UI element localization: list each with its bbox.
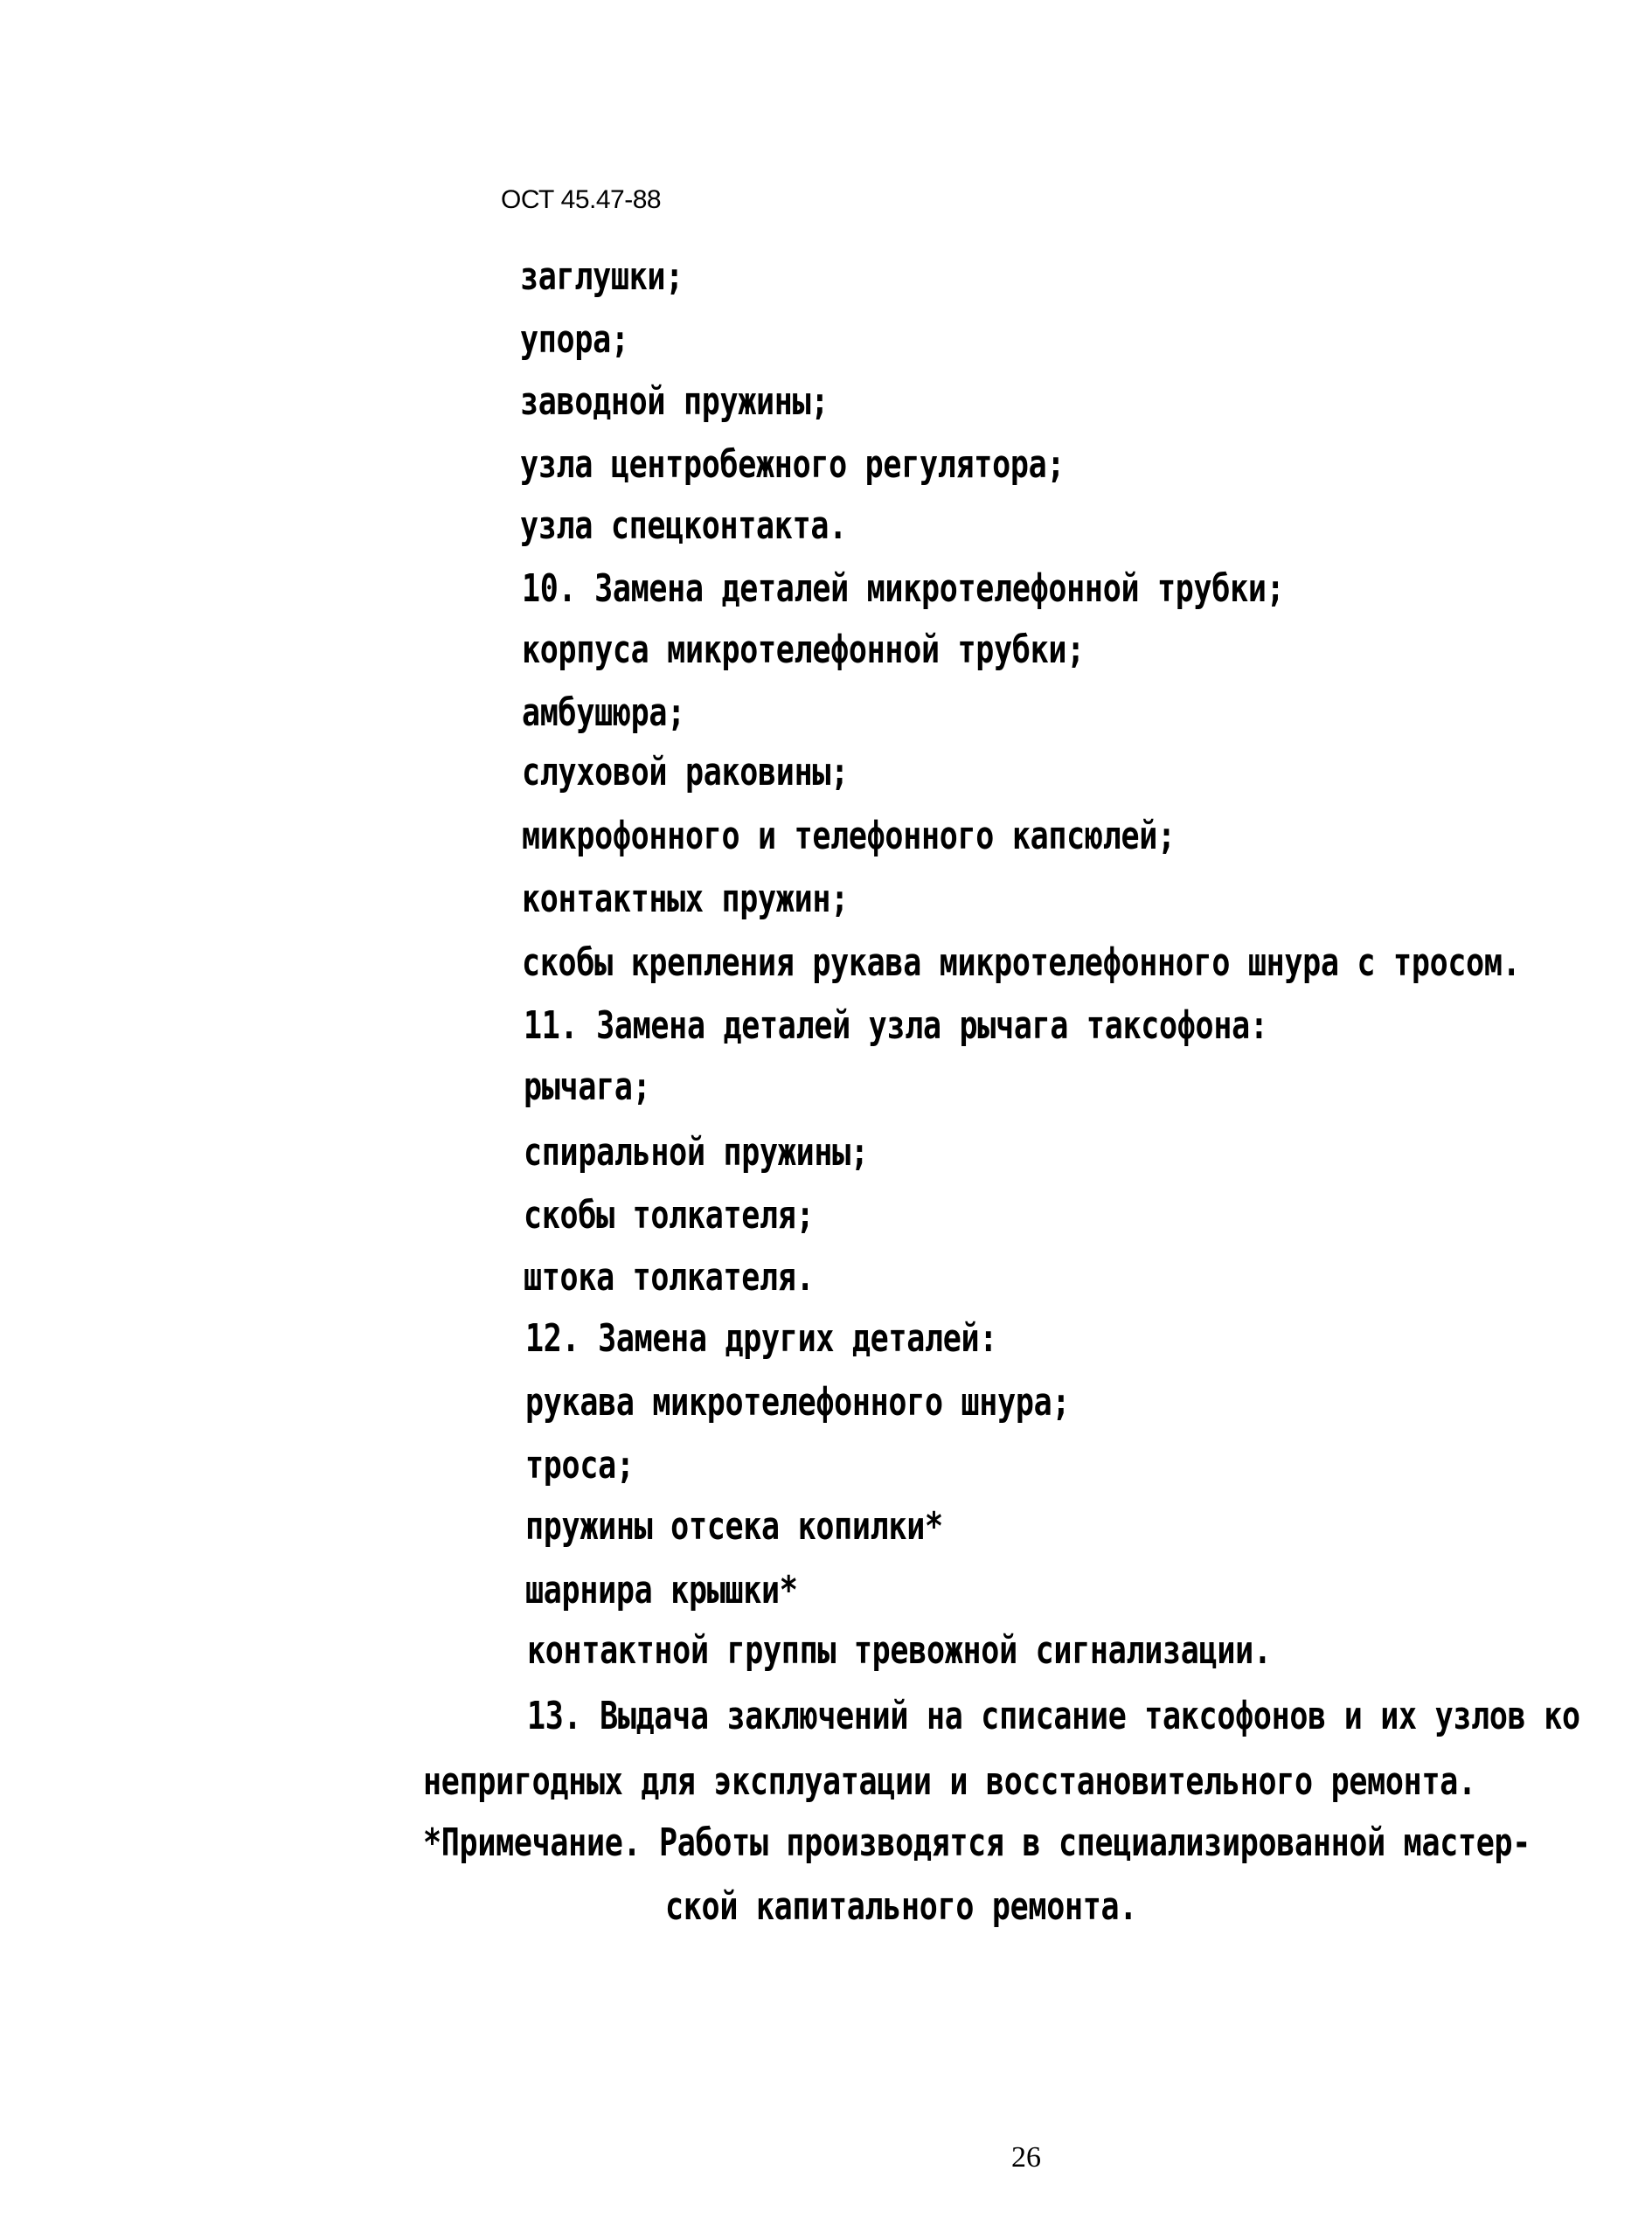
text-line: заглушки; [520,255,684,299]
document-header: ОСТ 45.47-88 [501,185,662,214]
text-line: корпуса микротелефонной трубки; [522,628,1085,672]
text-line: пружины отсека копилки* [525,1505,943,1549]
text-line: микрофонного и телефонного капсюлей; [522,815,1176,858]
section-heading-12: 12. Замена других деталей: [525,1317,998,1361]
text-line: упора; [520,318,629,362]
text-line: рукава микротелефонного шнура; [525,1381,1071,1425]
text-line: скобы толкателя; [524,1194,815,1238]
text-line: штока толкателя. [524,1256,815,1300]
text-line: скобы крепления рукава микротелефонного шнура с тросом. [522,941,1521,985]
text-line: шарнира крышки* [525,1569,798,1612]
text-line: рычага; [524,1065,651,1109]
footnote-continuation: ской капитального ремонта. [665,1885,1138,1929]
text-line: контактной группы тревожной сигнализации. [527,1629,1272,1673]
text-line: непригодных для эксплуатации и восстановительного ремонта. [423,1760,1476,1804]
text-line: троса; [525,1444,635,1488]
section-heading-13: 13. Выдача заключений на списание таксофонов и их узлов ко [527,1695,1580,1738]
section-heading-11: 11. Замена деталей узла рычага таксофона: [524,1004,1268,1048]
section-heading-10: 10. Замена деталей микротелефонной трубки; [522,567,1285,611]
text-line: узла спецконтакта. [520,504,847,548]
footnote: *Примечание. Работы производятся в специализированной мастер- [423,1821,1531,1865]
text-line: заводной пружины; [520,380,829,424]
text-line: слуховой раковины; [522,751,849,794]
text-line: спиральной пружины; [524,1131,869,1175]
text-line: амбушюра; [522,691,685,735]
text-line: узла центробежного регулятора; [520,443,1065,487]
page-number: 26 [1011,2141,1041,2174]
text-line: контактных пружин; [522,877,849,921]
